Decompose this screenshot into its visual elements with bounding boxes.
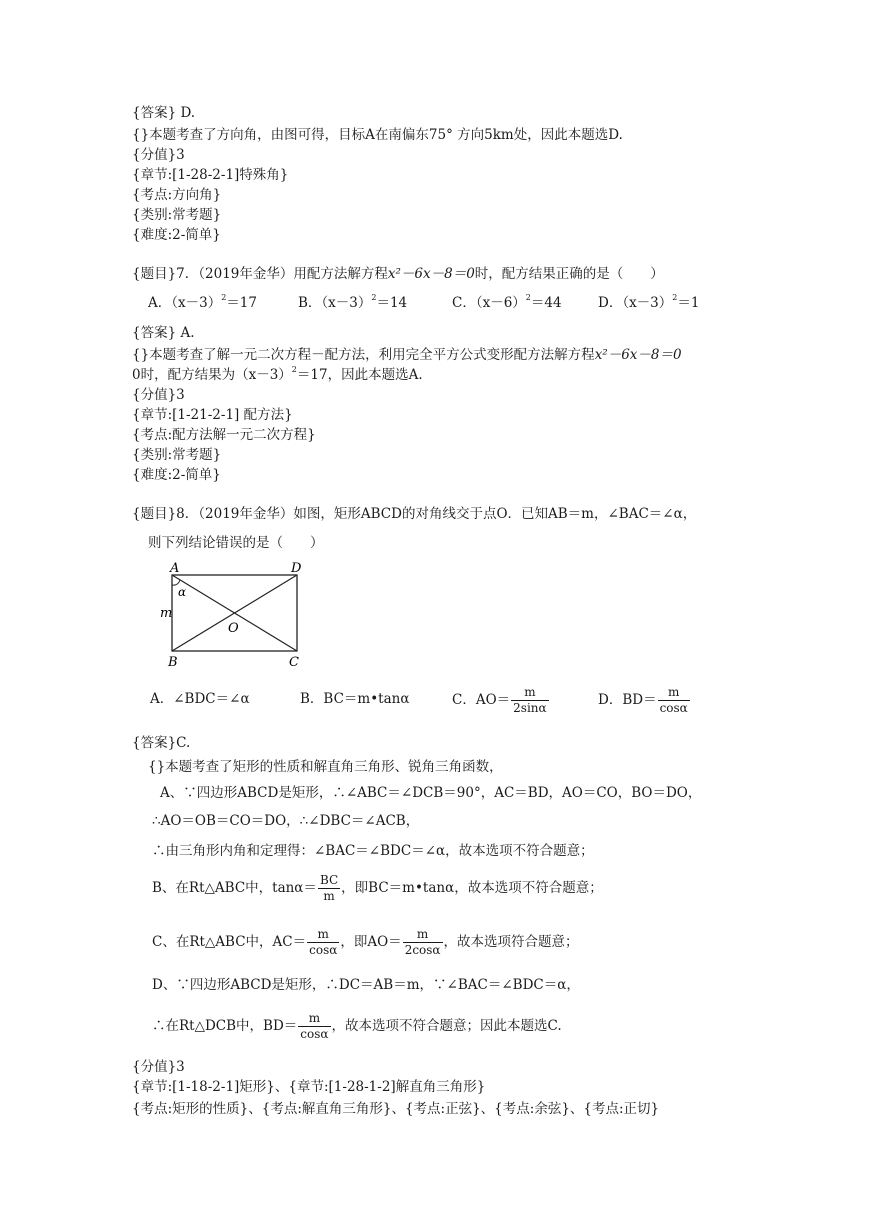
question-8: {题目}8．（2019年金华）如图，矩形ABCD的对角线交于点O．已知AB＝m，∠BAC＝∠α，	[132, 506, 697, 522]
denominator: m	[318, 888, 340, 904]
option-8a: A．∠BDC＝∠α	[150, 691, 250, 707]
square: 2	[525, 293, 531, 302]
explanation-8-d2-tail: ，故本选项不符合题意；因此本题选C.	[331, 1018, 562, 1034]
explanation-8-a3: ∴由三角形内角和定理得：∠BAC＝∠BDC＝∠α，故本选项不符合题意；	[152, 843, 594, 859]
label-b: B	[168, 655, 178, 670]
rectangle-figure	[160, 560, 310, 670]
explanation-7	[132, 346, 682, 364]
label-a: A	[170, 561, 180, 576]
explanation-8-d2	[152, 1008, 562, 1044]
option-8d	[598, 682, 691, 718]
explanation-7-result: ＝17，因此本题选A.	[296, 367, 423, 383]
option-8d-text: D．BD＝	[598, 692, 657, 708]
label-o: O	[228, 621, 239, 636]
numerator: m	[667, 685, 680, 699]
chapter-line: {章节:[1-28-2-1]特殊角}	[132, 167, 289, 183]
numerator: BC	[319, 873, 339, 887]
question-8-cont: 则下列结论错误的是（ ）	[148, 535, 324, 551]
chapter-7: {章节:[1-21-2-1] 配方法}	[132, 407, 293, 423]
fraction	[511, 685, 548, 716]
explanation-8-c-tail: ，故本选项符合题意；	[443, 934, 579, 950]
denominator: cosα	[659, 701, 688, 715]
explanation-8-d2-text: ∴在Rt△DCB中，BD＝	[152, 1018, 298, 1034]
explanation-8-b-text: B、在Rt△ABC中，tanα＝	[152, 880, 317, 896]
answer-8: {答案}C.	[132, 735, 191, 751]
topic-7: {考点:配方法解一元二次方程}	[132, 427, 316, 443]
numerator: m	[416, 927, 429, 941]
option-8c-text: C．AO＝	[452, 692, 511, 708]
option-7d-value: ＝1	[677, 295, 700, 311]
option-7b-value: ＝14	[376, 295, 408, 311]
fraction	[403, 927, 443, 958]
score-line: {分值}3	[132, 147, 185, 163]
explanation-8-a2: ∴AO＝OB＝CO＝DO，∴∠DBC＝∠ACB，	[152, 813, 420, 829]
explanation-7-cont	[132, 366, 423, 384]
square: 2	[672, 293, 678, 302]
fraction	[658, 685, 690, 716]
option-7d-text: D．（x－3）	[598, 295, 673, 311]
category-line: {类别:常考题}	[132, 207, 222, 223]
fraction	[307, 927, 339, 958]
label-alpha: α	[178, 585, 187, 599]
question-7-tail: 时，配方结果正确的是（ ）	[474, 266, 664, 282]
explanation-8-c-text: C、在Rt△ABC中，AC＝	[152, 934, 307, 950]
explanation-7-text: {}本题考查了解一元二次方程－配方法，利用完全平方公式变形配方法解方程	[132, 347, 595, 363]
option-7a-value: ＝17	[226, 295, 257, 311]
equation: x²－6x－8＝0	[387, 266, 475, 282]
explanation-8-b	[152, 870, 603, 906]
numerator: m	[308, 1011, 321, 1025]
difficulty-7: {难度:2-简单}	[132, 467, 221, 483]
chapter-8: {章节:[1-18-2-1]矩形}、{章节:[1-28-1-2]解直角三角形}	[132, 1079, 486, 1095]
fraction	[318, 873, 340, 904]
explanation-8-d: D、∵四边形ABCD是矩形，∴DC＝AB＝m，∵∠BAC＝∠BDC＝α，	[152, 977, 580, 993]
option-8c	[452, 682, 550, 718]
option-7a-text: A．（x－3）	[148, 295, 222, 311]
answer-line: {答案} D.	[132, 105, 196, 121]
label-c: C	[289, 655, 299, 670]
option-7b-text: B．（x－3）	[298, 295, 372, 311]
equation: x²－6x－8＝0	[594, 347, 682, 363]
denominator: 2sinα	[513, 701, 547, 715]
denominator: 2cosα	[404, 943, 441, 957]
numerator: m	[524, 685, 536, 699]
denominator: cosα	[300, 1027, 329, 1041]
explanation-8-c-mid: ，即AO＝	[340, 934, 402, 950]
explanation-8-a: A、∵四边形ABCD是矩形，∴∠ABC＝∠DCB＝90°，AC＝BD，AO＝CO，BO＝DO，	[160, 785, 702, 801]
topic-line: {考点:方向角}	[132, 187, 222, 203]
option-7a	[148, 294, 257, 312]
option-8b: B．BC＝m•tanα	[300, 691, 410, 707]
option-7c-value: ＝44	[530, 295, 562, 311]
topic-8: {考点:矩形的性质}、{考点:解直角三角形}、{考点:正弦}、{考点:余弦}、{考点:正切}	[132, 1101, 660, 1117]
label-d: D	[291, 561, 302, 576]
explanation-7-cont-text: 0时，配方结果为（x－3）	[132, 367, 292, 383]
option-7c	[452, 294, 562, 312]
question-7	[132, 265, 664, 283]
label-m: m	[160, 606, 173, 621]
score-8: {分值}3	[132, 1059, 185, 1075]
explanation-line: {}本题考查了方向角，由图可得，目标A在南偏东75° 方向5km处，因此本题选D.	[132, 127, 623, 143]
score-7: {分值}3	[132, 387, 185, 403]
explanation-8: {}本题考查了矩形的性质和解直角三角形、锐角三角函数，	[148, 759, 503, 775]
question-7-text: {题目}7．（2019年金华）用配方法解方程	[132, 266, 388, 282]
option-7b	[298, 294, 407, 312]
denominator: cosα	[309, 943, 338, 957]
answer-7: {答案} A.	[132, 325, 195, 341]
option-7c-text: C．（x－6）	[452, 295, 526, 311]
explanation-8-b-tail: ，即BC＝m•tanα，故本选项不符合题意；	[341, 880, 603, 896]
difficulty-line: {难度:2-简单}	[132, 227, 221, 243]
numerator: m	[317, 927, 329, 941]
explanation-8-c	[152, 924, 579, 960]
category-7: {类别:常考题}	[132, 447, 222, 463]
square: 2	[371, 293, 377, 302]
option-7d	[598, 294, 699, 312]
square: 2	[221, 293, 227, 302]
square: 2	[291, 365, 297, 374]
fraction	[298, 1011, 330, 1042]
